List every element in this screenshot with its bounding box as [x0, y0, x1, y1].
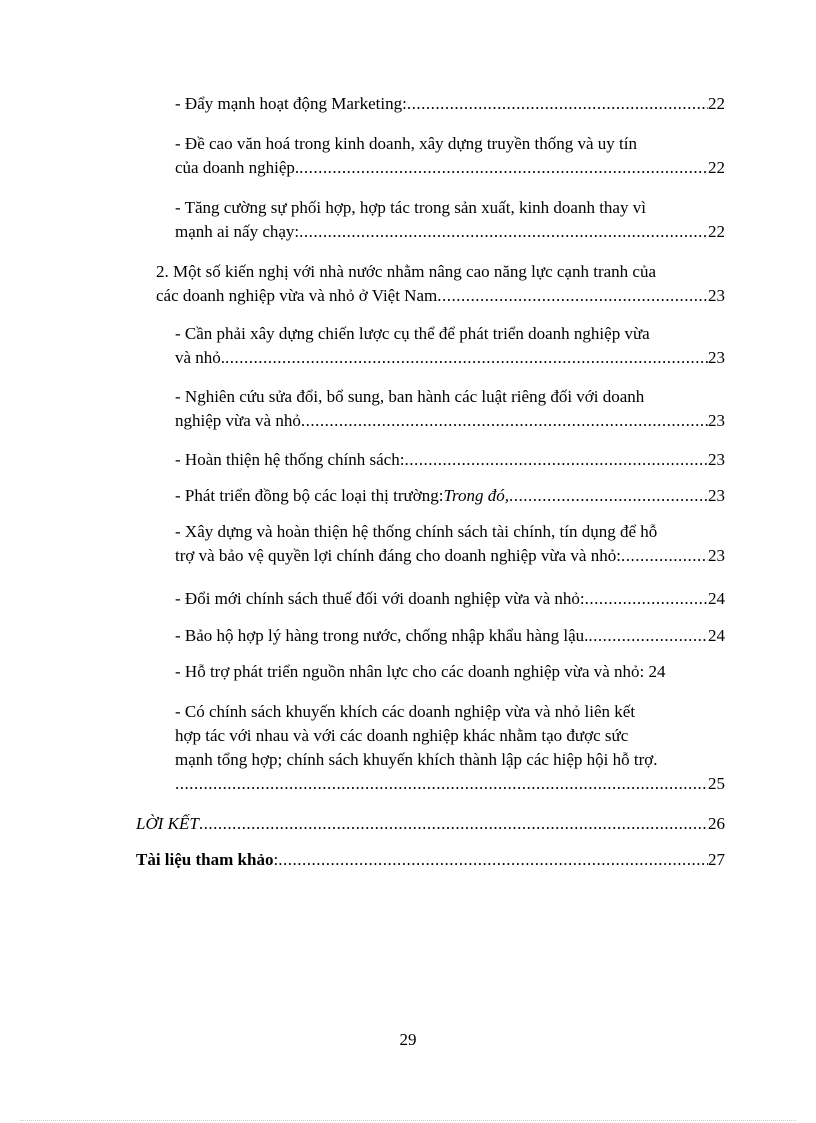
toc-page-number: 22 [708, 94, 725, 113]
toc-entry[interactable] [175, 385, 725, 433]
toc-entry[interactable] [175, 448, 725, 472]
toc-leader-dots [585, 587, 708, 611]
toc-entry-text: - Đề cao văn hoá trong kinh doanh, xây dựng truyền thống và uy tín [175, 134, 637, 153]
toc-entry-text: - Nghiên cứu sửa đổi, bổ sung, ban hành các luật riêng đối với doanh [175, 387, 645, 406]
toc-page-number: 23 [708, 486, 725, 505]
toc-page-number: 22 [708, 222, 725, 241]
toc-entry-suffix: : [273, 850, 279, 869]
toc-page-number: 25 [708, 774, 725, 793]
page-number: 29 [399, 1030, 417, 1049]
toc-leader-dots [175, 772, 708, 796]
toc-page-number: 22 [708, 158, 725, 177]
toc-entry[interactable] [175, 700, 725, 796]
toc-entry[interactable] [175, 92, 725, 116]
toc-leader-dots [404, 448, 708, 472]
toc-entry-italic-text: Trong đó, [443, 486, 509, 505]
toc-leader-dots [278, 848, 708, 872]
toc-entry-text: trợ và bảo vệ quyền lợi chính đáng cho doanh nghiệp vừa và nhỏ: [175, 546, 621, 565]
toc-entry-text: hợp tác với nhau và với các doanh nghiệp khác nhằm tạo được sức [175, 726, 629, 745]
toc-leader-dots [588, 624, 708, 648]
toc-leader-dots [299, 156, 708, 180]
toc-leader-dots [301, 409, 708, 433]
toc-leader-dots [225, 346, 708, 370]
toc-entry[interactable] [175, 587, 725, 611]
toc-entry-text: các doanh nghiệp vừa và nhỏ ở Việt Nam [156, 286, 438, 305]
toc-page-number: 26 [708, 814, 725, 833]
toc-leader-dots [199, 812, 708, 836]
toc-leader-dots [299, 220, 708, 244]
toc-leader-dots [437, 284, 708, 308]
toc-entry-text: - Tăng cường sự phối hợp, hợp tác trong sản xuất, kinh doanh thay vì [175, 198, 646, 217]
toc-entry-text: - Bảo hộ hợp lý hàng trong nước, chống nhập khẩu hàng lậu. [175, 626, 589, 645]
toc-entry-text: Tài liệu tham khảo [136, 850, 274, 869]
toc-entry[interactable] [175, 484, 725, 508]
toc-entry-text: của doanh nghiệp. [175, 158, 300, 177]
toc-entry[interactable] [175, 660, 725, 684]
toc-entry[interactable] [175, 132, 725, 180]
toc-entry[interactable] [175, 624, 725, 648]
toc-page-number: 23 [708, 286, 725, 305]
toc-entry-text: - Đổi mới chính sách thuế đối với doanh nghiệp vừa và nhỏ: [175, 589, 585, 608]
toc-entry[interactable] [175, 520, 725, 568]
toc-entry-text: mạnh tổng hợp; chính sách khuyến khích thành lập các hiệp hội hỗ trợ. [175, 750, 658, 769]
toc-entry[interactable] [136, 812, 725, 836]
toc-page-number: 23 [708, 411, 725, 430]
toc-page-number: 23 [708, 450, 725, 469]
toc-entry-text: - Hoàn thiện hệ thống chính sách: [175, 450, 405, 469]
toc-entry[interactable] [136, 848, 725, 872]
toc-entry-text: - Xây dựng và hoàn thiện hệ thống chính sách tài chính, tín dụng để hỗ [175, 522, 658, 541]
page-bottom-divider [20, 1120, 796, 1121]
toc-entry-text: - Cần phải xây dựng chiến lược cụ thể để phát triển doanh nghiệp vừa [175, 324, 650, 343]
toc-entry[interactable] [175, 196, 725, 244]
toc-leader-dots [621, 544, 708, 568]
toc-page-number: 27 [708, 850, 725, 869]
toc-entry-text: 2. Một số kiến nghị với nhà nước nhằm nâng cao năng lực cạnh tranh của [156, 262, 656, 281]
toc-entry-text: - Phát triển đồng bộ các loại thị trường: [175, 486, 444, 505]
toc-page-number: 24 [708, 589, 725, 608]
toc-entry-text: - Đẩy mạnh hoạt động Marketing: [175, 94, 407, 113]
toc-leader-dots [407, 92, 708, 116]
toc-entry-text: - Hỗ trợ phát triển nguồn nhân lực cho các doanh nghiệp vừa và nhỏ: 24 [175, 662, 666, 681]
toc-entry-text: nghiệp vừa và nhỏ [175, 411, 301, 430]
toc-entry[interactable] [156, 260, 725, 308]
toc-entry-text: và nhỏ. [175, 348, 226, 367]
toc-entry-text: LỜI KẾT [136, 814, 199, 833]
toc-entry-text: - Có chính sách khuyến khích các doanh nghiệp vừa và nhỏ liên kết [175, 702, 636, 721]
toc-leader-dots [509, 484, 708, 508]
toc-page-number: 23 [708, 546, 725, 565]
toc-entry[interactable] [175, 322, 725, 370]
toc-page-number: 24 [708, 626, 725, 645]
toc-page-number: 23 [708, 348, 725, 367]
toc-entry-text: mạnh ai nấy chạy: [175, 222, 300, 241]
